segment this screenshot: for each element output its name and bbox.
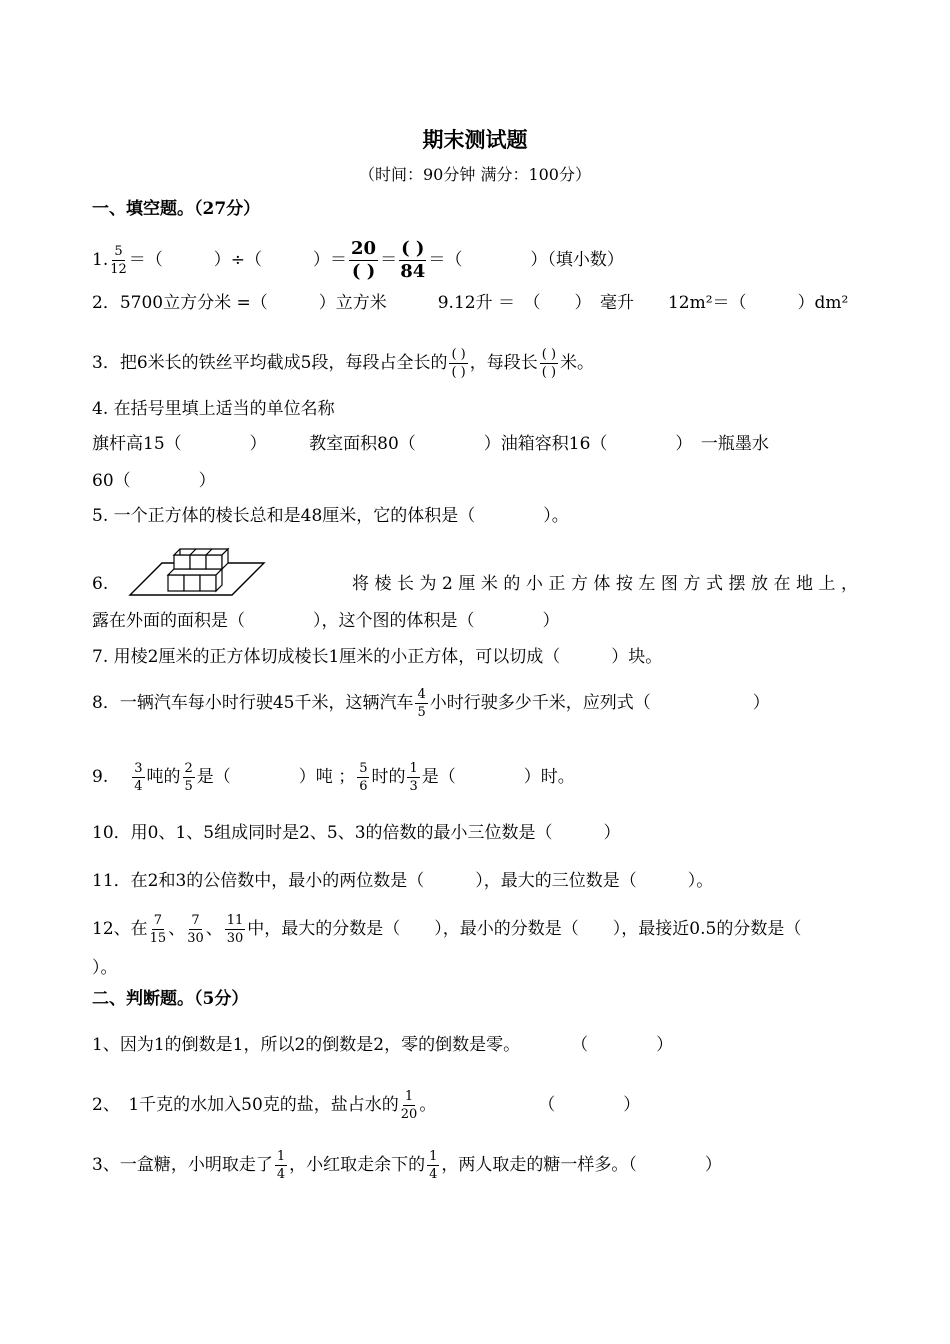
q1-tail: ＝（ ）（填小数） <box>428 250 624 270</box>
q9-fraction-4: $\frac{1}{3}$ <box>409 761 418 794</box>
section2-heading: 二、判断题。（5分） <box>92 989 249 1009</box>
question-6-text: 将棱长为2厘米的小正方体按左图方式摆放在地上， <box>352 574 858 594</box>
question-6-continued: 露在外面的面积是（ ），这个图的体积是（ ） <box>92 611 560 631</box>
question-4-line: 旗杆高15（ ） 教室面积80（ ）油箱容积16（ ） 一瓶墨水 <box>92 434 769 454</box>
question-10: 10．用0、1、5组成同时是2、5、3的倍数的最小三位数是（ ） <box>92 823 621 843</box>
question-5: 5. 一个正方体的棱长总和是48厘米，它的体积是（ ）。 <box>92 506 569 526</box>
cube-stack-figure <box>128 546 268 598</box>
question-3: 3．把6米长的铁丝平均截成5段，每段占全长的 $\frac{( )}{( )}$ ，每段长 $\frac{( )}{( )}$ 米。 <box>92 347 595 380</box>
q3-blank-fraction-2: $\frac{( )}{( )}$ <box>541 347 557 380</box>
question-2: 2．5700立方分米 =（ ）立方米 9.12升 ＝ （ ） 毫升 12m²＝（ ）dm² <box>92 293 849 313</box>
q1-number: 1. <box>92 250 109 270</box>
section1-heading: 一、填空题。（27分） <box>92 199 261 219</box>
q12-fraction-2: $\frac{7}{30}$ <box>187 913 204 946</box>
j3-fraction-1: $\frac{1}{4}$ <box>276 1149 286 1182</box>
question-4-continued: 60（ ） <box>92 471 216 491</box>
question-9: 9. $\frac{3}{4}$ 吨的 $\frac{2}{5}$ 是（ ）吨 ； $\frac{5}{6}$ 时的 $\frac{1}{3}$ 是（ ）时。 <box>92 761 575 794</box>
q1-equals: ＝ <box>380 250 398 270</box>
question-6-number: 6. <box>92 574 109 594</box>
q12-fraction-3: $\frac{11}{30}$ <box>226 913 244 946</box>
question-11: 11．在2和3的公倍数中，最小的两位数是（ ），最大的三位数是（ ）。 <box>92 871 714 891</box>
q9-fraction-2: $\frac{2}{5}$ <box>184 761 193 794</box>
question-8: 8．一辆汽车每小时行驶45千米，这辆汽车 $\frac{4}{5}$ 小时行驶多少千米，应列式（ ） <box>92 687 770 720</box>
page-title: 期末测试题 <box>422 127 528 152</box>
j3-fraction-2: $\frac{1}{4}$ <box>429 1149 438 1182</box>
question-4-title: 4. 在括号里填上适当的单位名称 <box>92 399 335 419</box>
q12-fraction-1: $\frac{7}{15}$ <box>149 913 167 946</box>
q1-fraction-3: $\frac{( )}{84}$ <box>400 238 426 282</box>
judge-1: 1、因为1的倒数是1，所以2的倒数是2，零的倒数是零。 （ ） <box>92 1035 674 1055</box>
question-12-continued: ）。 <box>92 958 118 978</box>
q3-blank-fraction-1: $\frac{( )}{( )}$ <box>451 347 466 380</box>
q1-fraction-2: $\frac{20}{( )}$ <box>351 238 377 282</box>
q1-middle: ＝（ ）÷（ ）＝ <box>128 250 348 270</box>
judge-3: 3、一盒糖，小明取走了 $\frac{1}{4}$ ，小红取走余下的 $\frac{1}{4}$ ，两人取走的糖一样多。（ ） <box>92 1149 722 1182</box>
judge-2: 2、 1千克的水加入50克的盐，盐占水的 $\frac{1}{20}$ 。 （ ） <box>92 1089 641 1122</box>
question-12: 12、在 $\frac{7}{15}$ 、 $\frac{7}{30}$ 、 $\frac{11}{30}$ 中，最大的分数是（ ），最小的分数是（ ），最接近0.5的分数是（ <box>92 913 802 946</box>
q9-fraction-1: $\frac{3}{4}$ <box>134 761 143 794</box>
page-subtitle: （时间：90分钟 满分：100分） <box>359 165 591 184</box>
q8-fraction: $\frac{4}{5}$ <box>417 687 426 720</box>
question-7: 7. 用棱2厘米的正方体切成棱长1厘米的小正方体，可以切成（ ）块。 <box>92 647 663 667</box>
question-1 <box>92 240 870 281</box>
q1-fraction-1: $\frac{5}{12}$ <box>110 244 127 277</box>
j2-fraction: $\frac{1}{20}$ <box>400 1089 418 1122</box>
q9-fraction-3: $\frac{5}{6}$ <box>359 761 368 794</box>
